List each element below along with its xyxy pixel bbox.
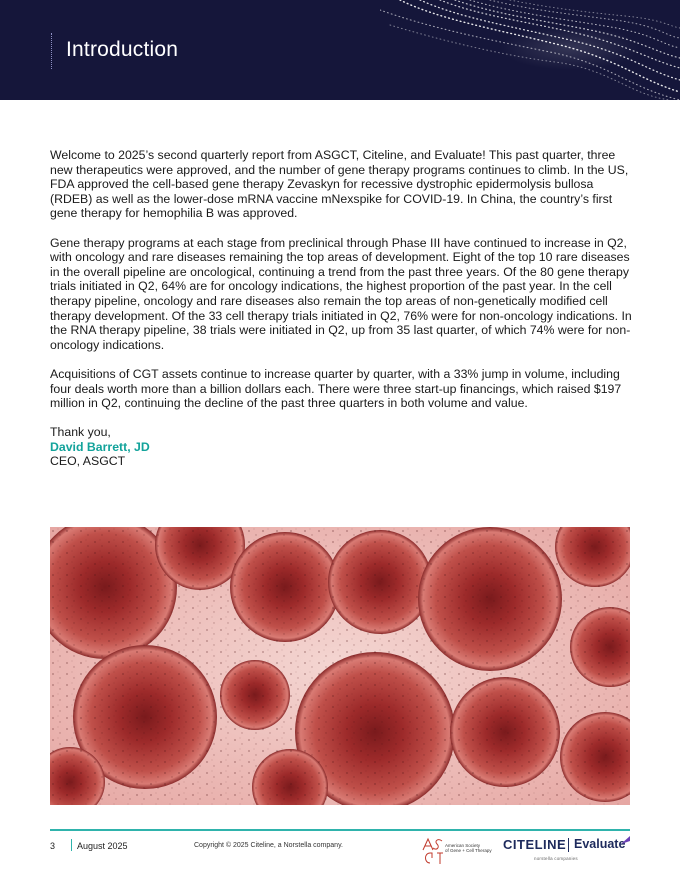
letter-body [50, 148, 632, 469]
signer-name: David Barrett, JD [50, 439, 150, 454]
report-date: August 2025 [77, 841, 128, 851]
evaluate-logo: Evaluate [574, 837, 626, 851]
evaluate-accent-icon [621, 836, 630, 844]
copyright-notice: Copyright © 2025 Citeline, a Norstella company. [194, 842, 343, 849]
paragraph-pipeline: Gene therapy programs at each stage from preclinical through Phase III have continued to increase in Q2, with oncology and rare diseases remaining the top areas of development. Eight of the top 10 rare diseases in the overall pipeline are oncological, continuing a trend from the past three years. Of the 80 gene therapy trials initiated in Q2, 64% are for oncology indications, the highest proportion of the past year. In the cell therapy pipeline, oncology and rare diseases also remain the top areas of non-genetically modified cell therapy development. Of the 33 cell therapy trials initiated in Q2, 76% were for non-oncology indications. In the RNA therapy pipeline, 38 trials were initiated in Q2, up from 35 last quarter, of which 74% were for non-oncology indications. [50, 235, 632, 352]
footer-rule [50, 829, 630, 831]
page-number: 3 [50, 841, 56, 851]
signature-block [50, 425, 632, 469]
asgct-line-1: American Society [445, 843, 481, 848]
asgct-logo [420, 836, 500, 866]
brand-separator [568, 838, 569, 852]
paragraph-welcome: Welcome to 2025’s second quarterly report from ASGCT, Citeline, and Evaluate! This past quarter, three new therapeutics were approved, and the number of gene therapy programs continues to climb. In the US, FDA approved the cell-based gene therapy Zevaskyn for recessive dystrophic epidermolysis bullosa (RDEB) as well as the lower-dose mRNA vaccine mNexspike for COVID-19. In China, the country’s first gene therapy for hemophilia B was approved. [50, 148, 629, 221]
signer-title: CEO, ASGCT [50, 454, 126, 469]
header-divider [51, 33, 52, 69]
cell-microscopy-image [50, 527, 630, 805]
page-header [0, 0, 680, 100]
dotted-wave-decoration [380, 0, 680, 100]
cells-illustration [50, 527, 630, 805]
paragraph-deals: Acquisitions of CGT assets continue to increase quarter by quarter, with a 33% jump in volume, including four deals worth more than a billion dollars each. There were three start-up financings, which raised $197 million in Q2, continuing the decline of the past three quarters in both volume and value. [50, 366, 622, 411]
page-title: Introduction [66, 38, 179, 61]
asgct-wordmark [445, 843, 492, 853]
citeline-logo: CITELINE [503, 837, 567, 852]
closing-line: Thank you, [50, 425, 111, 440]
footer-separator [71, 839, 72, 851]
asgct-line-2: of Gene + Cell Therapy [445, 848, 492, 854]
asgct-mark-icon [420, 836, 444, 866]
norstella-tagline: norstella companies [534, 856, 578, 861]
